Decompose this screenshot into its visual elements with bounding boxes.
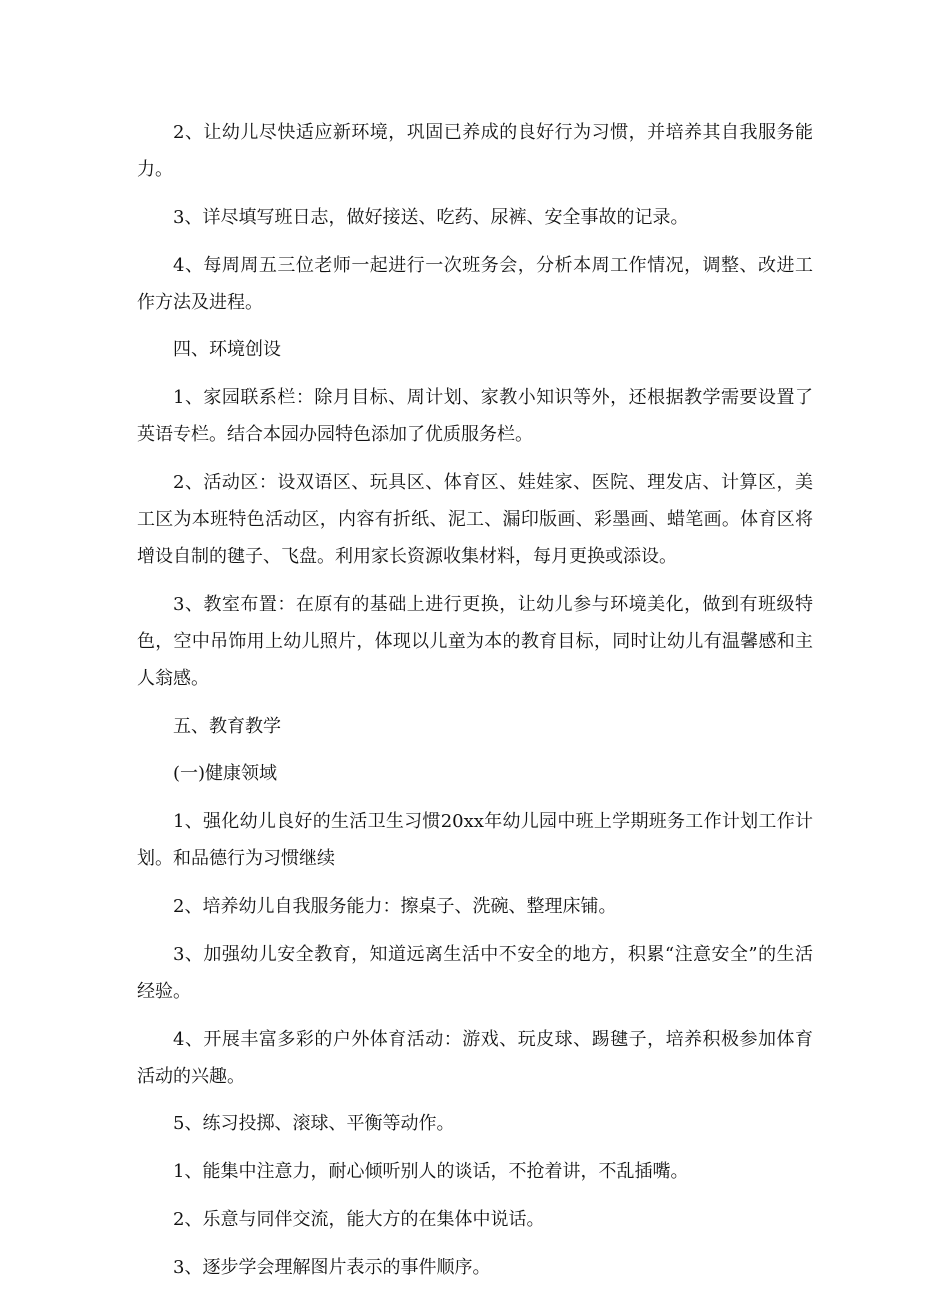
- paragraph: 4、开展丰富多彩的户外体育活动：游戏、玩皮球、踢毽子，培养积极参加体育活动的兴趣。: [137, 1028, 813, 1087]
- paragraph: 2、乐意与同伴交流，能大方的在集体中说话。: [173, 1208, 545, 1230]
- paragraph: 4、每周周五三位老师一起进行一次班务会，分析本周工作情况，调整、改进工作方法及进程。: [137, 254, 813, 313]
- paragraph: 3、加强幼儿安全教育，知道远离生活中不安全的地方，积累“注意安全”的生活经验。: [137, 943, 813, 1002]
- paragraph: 2、让幼儿尽快适应新环境，巩固已养成的良好行为习惯，并培养其自我服务能力。: [137, 122, 813, 180]
- section-heading: 五、教育教学: [173, 715, 281, 737]
- document-body: [137, 114, 813, 1297]
- paragraph: 3、教室布置：在原有的基础上进行更换，让幼儿参与环境美化，做到有班级特色，空中吊饰用上幼儿照片，体现以儿童为本的教育目标，同时让幼儿有温馨感和主人翁感。: [137, 593, 813, 689]
- paragraph: 3、逐步学会理解图片表示的事件顺序。: [173, 1256, 491, 1278]
- paragraph: 3、详尽填写班日志，做好接送、吃药、尿裤、安全事故的记录。: [173, 206, 689, 228]
- paragraph: 1、能集中注意力，耐心倾听别人的谈话，不抢着讲，不乱插嘴。: [173, 1161, 689, 1183]
- section-heading: 四、环境创设: [173, 339, 281, 361]
- paragraph: 1、家园联系栏：除月目标、周计划、家教小知识等外，还根据教学需要设置了英语专栏。结合本园办园特色添加了优质服务栏。: [137, 387, 813, 446]
- paragraph: 2、活动区：设双语区、玩具区、体育区、娃娃家、医院、理发店、计算区，美工区为本班特色活动区，内容有折纸、泥工、漏印版画、彩墨画、蜡笔画。体育区将增设自制的毽子、飞盘。利用家长资源收集材料，每月更换或添设。: [137, 471, 813, 567]
- paragraph: 2、培养幼儿自我服务能力：擦桌子、洗碗、整理床铺。: [173, 895, 617, 917]
- subsection-heading: (一)健康领域: [173, 763, 278, 785]
- paragraph: 5、练习投掷、滚球、平衡等动作。: [173, 1113, 455, 1135]
- paragraph: 1、强化幼儿良好的生活卫生习惯20xx年幼儿园中班上学期班务工作计划工作计划。和品德行为习惯继续: [137, 811, 813, 870]
